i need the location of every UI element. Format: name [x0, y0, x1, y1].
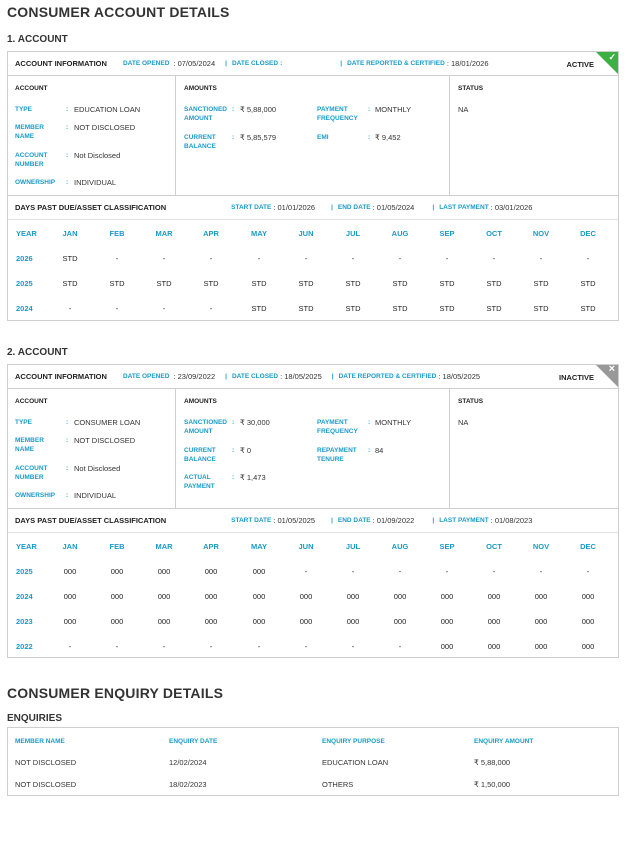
last-payment-value: : 01/08/2023	[490, 516, 533, 525]
dpd-col-header: FEB	[109, 229, 125, 238]
dpd-cell: -	[586, 254, 590, 263]
dpd-cell: -	[257, 254, 261, 263]
page-title: CONSUMER ACCOUNT DETAILS	[7, 4, 230, 20]
emi-label: EMI	[317, 134, 329, 141]
sanctioned-value: ₹ 5,88,000	[240, 105, 277, 114]
dpd-cell: -	[68, 304, 72, 313]
colon: :	[66, 106, 69, 113]
account-1-heading: 1. ACCOUNT	[7, 34, 68, 45]
enquiry-col-amount: ENQUIRY AMOUNT	[474, 738, 534, 745]
last-payment-label: LAST PAYMENT	[439, 517, 489, 524]
dpd-cell: STD	[345, 304, 361, 313]
dpd-cell: STD	[62, 279, 78, 288]
actual-payment-value: ₹ 1,473	[240, 473, 266, 482]
enquiry-member: NOT DISCLOSED	[15, 780, 77, 789]
colon: :	[368, 419, 371, 426]
dpd-cell: -	[539, 567, 543, 576]
dpd-cell: -	[209, 304, 213, 313]
dpd-col-header: AUG	[391, 542, 409, 551]
current-label: CURRENT BALANCE	[184, 134, 216, 150]
status-badge: INACTIVE	[558, 373, 594, 382]
amounts-col-head: AMOUNTS	[184, 398, 217, 405]
dpd-col-header: OCT	[486, 542, 502, 551]
dpd-cell: 000	[440, 592, 454, 601]
dpd-cell: -	[351, 642, 355, 651]
dpd-cell: STD	[486, 304, 502, 313]
dpd-col-header: YEAR	[16, 542, 37, 551]
dpd-col-header: NOV	[532, 229, 550, 238]
enquiry-table	[7, 727, 619, 796]
dpd-cell: 000	[393, 592, 407, 601]
table-row	[8, 752, 618, 774]
dpd-cell: 000	[204, 592, 218, 601]
dpd-cell: -	[492, 254, 496, 263]
last-payment-label: LAST PAYMENT	[439, 204, 489, 211]
dpd-col-header: MAR	[155, 542, 173, 551]
dpd-cell: -	[351, 567, 355, 576]
dpd-cell: 000	[346, 617, 360, 626]
colon: :	[232, 134, 235, 141]
type-label: TYPE	[15, 419, 32, 426]
dpd-year-row	[8, 585, 618, 610]
current-value: ₹ 5,85,579	[240, 133, 277, 142]
dpd-year: 2022	[16, 642, 33, 651]
sanctioned-label: SANCTIONED AMOUNT	[184, 106, 227, 122]
dpd-year-row	[8, 560, 618, 585]
end-date-value: : 01/09/2022	[372, 516, 415, 525]
dpd-cell: 000	[487, 642, 501, 651]
dpd-cell: 000	[534, 617, 548, 626]
dpd-grid	[8, 220, 618, 321]
dpd-grid	[8, 533, 618, 658]
colon: :	[368, 134, 371, 141]
dpd-cell: STD	[156, 279, 172, 288]
colon: :	[66, 492, 69, 499]
dpd-col-header: YEAR	[16, 229, 37, 238]
date-reported-label: DATE REPORTED & CERTIFIED	[338, 373, 437, 380]
dpd-col-header: JAN	[62, 229, 78, 238]
dpd-cell: 000	[534, 592, 548, 601]
dpd-cell: 000	[252, 592, 266, 601]
dpd-year-row	[8, 635, 618, 658]
enquiry-amount: ₹ 1,50,000	[474, 780, 511, 789]
payment-frequency-value: MONTHLY	[375, 105, 412, 114]
account-column	[8, 389, 176, 508]
dpd-year-row	[8, 247, 618, 272]
dpd-cell: -	[162, 642, 166, 651]
dpd-cell: -	[162, 254, 166, 263]
dpd-cell: 000	[157, 592, 171, 601]
status-value: NA	[458, 418, 469, 427]
ownership-value: INDIVIDUAL	[74, 178, 117, 187]
account-info-bar	[8, 52, 618, 76]
dpd-cell: STD	[298, 279, 314, 288]
dpd-title: DAYS PAST DUE/ASSET CLASSIFICATION	[15, 516, 167, 525]
dpd-cell: 000	[534, 642, 548, 651]
start-date-value: : 01/01/2026	[273, 203, 316, 212]
status-col-head: STATUS	[458, 398, 484, 405]
dpd-cell: 000	[110, 617, 124, 626]
dpd-cell: 000	[204, 567, 218, 576]
dpd-cell: STD	[580, 279, 596, 288]
account-info-label: ACCOUNT INFORMATION	[15, 59, 107, 68]
status-column	[450, 76, 619, 195]
sep: |	[225, 60, 227, 67]
member-value: NOT DISCLOSED	[74, 123, 136, 132]
dpd-year: 2024	[16, 304, 33, 313]
repayment-tenure-value: 84	[375, 446, 384, 455]
dpd-cell: STD	[62, 254, 78, 263]
status-value: NA	[458, 105, 469, 114]
sep: |	[225, 373, 227, 380]
last-payment-value: : 03/01/2026	[490, 203, 533, 212]
dpd-col-header: JUN	[298, 542, 314, 551]
payment-frequency-label: PAYMENT FREQUENCY	[317, 106, 358, 122]
type-label: TYPE	[15, 106, 32, 113]
dpd-cell: 000	[487, 592, 501, 601]
start-date-label: START DATE	[231, 204, 272, 211]
dpd-cell: -	[398, 642, 402, 651]
sep: |	[331, 517, 333, 524]
enquiry-purpose: OTHERS	[322, 780, 354, 789]
dpd-cell: -	[539, 254, 543, 263]
dpd-cell: 000	[299, 617, 313, 626]
colon: :	[66, 179, 69, 186]
actual-payment-label: ACTUAL PAYMENT	[184, 474, 215, 490]
colon: :	[66, 124, 69, 131]
current-label: CURRENT BALANCE	[184, 447, 216, 463]
dpd-year-row	[8, 610, 618, 635]
account-col-head: ACCOUNT	[15, 398, 48, 405]
sep: |	[331, 373, 334, 380]
enquiry-title: CONSUMER ENQUIRY DETAILS	[7, 685, 224, 701]
date-opened-value: : 07/05/2024	[173, 59, 216, 68]
dpd-col-header: AUG	[391, 229, 409, 238]
dpd-col-header: MAY	[251, 542, 267, 551]
dpd-cell: STD	[439, 304, 455, 313]
enquiry-member: NOT DISCLOSED	[15, 758, 77, 767]
member-value: NOT DISCLOSED	[74, 436, 136, 445]
amounts-column	[176, 76, 450, 195]
dpd-cell: 000	[63, 592, 77, 601]
account-info-label: ACCOUNT INFORMATION	[15, 372, 107, 381]
account-number-label: ACCOUNT NUMBER	[15, 152, 48, 168]
ownership-label: OWNERSHIP	[15, 492, 56, 499]
check-icon: ✓	[608, 52, 616, 62]
dpd-cell: -	[115, 304, 119, 313]
ownership-label: OWNERSHIP	[15, 179, 56, 186]
colon: :	[66, 419, 69, 426]
ownership-value: INDIVIDUAL	[74, 491, 117, 500]
date-reported-value: : 18/05/2025	[438, 372, 481, 381]
start-date-value: : 01/05/2025	[273, 516, 316, 525]
dpd-cell: 000	[440, 642, 454, 651]
dpd-cell: 000	[110, 592, 124, 601]
dpd-year-row	[8, 297, 618, 321]
date-closed-value: : 18/05/2025	[280, 372, 322, 381]
status-col-head: STATUS	[458, 85, 484, 92]
dpd-cell: STD	[345, 279, 361, 288]
close-icon: ×	[608, 364, 615, 375]
dpd-col-header: JUN	[298, 229, 314, 238]
colon: :	[232, 447, 235, 454]
sep: |	[340, 60, 343, 67]
date-opened-label: DATE OPENED	[122, 373, 170, 380]
dpd-cell: -	[304, 567, 308, 576]
colon: :	[368, 447, 371, 454]
dpd-col-header: SEP	[439, 542, 455, 551]
sep: |	[432, 204, 435, 211]
account-col-head: ACCOUNT	[15, 85, 48, 92]
account-number-label: ACCOUNT NUMBER	[15, 465, 48, 481]
date-opened-label: DATE OPENED	[122, 60, 170, 67]
dpd-year: 2026	[16, 254, 33, 263]
colon: :	[232, 419, 235, 426]
dpd-cell: -	[445, 254, 449, 263]
member-label: MEMBER NAME	[15, 437, 44, 453]
colon: :	[66, 465, 69, 472]
dpd-cell: -	[398, 567, 402, 576]
dpd-cell: 000	[440, 617, 454, 626]
dpd-bar	[8, 509, 618, 533]
dpd-cell: -	[586, 567, 590, 576]
type-value: EDUCATION LOAN	[74, 105, 141, 114]
dpd-cell: -	[115, 254, 119, 263]
dpd-col-header: JUL	[345, 542, 361, 551]
sanctioned-label: SANCTIONED AMOUNT	[184, 419, 227, 435]
dpd-col-header: DEC	[580, 542, 596, 551]
dpd-cell: 000	[63, 567, 77, 576]
dpd-cell: STD	[533, 279, 549, 288]
enquiry-header-row	[8, 728, 618, 752]
sep: |	[432, 517, 435, 524]
status-badge: ACTIVE	[566, 60, 594, 69]
dpd-header-row	[8, 535, 618, 560]
dpd-cell: -	[304, 254, 308, 263]
current-value: ₹ 0	[240, 446, 252, 455]
dpd-col-header: APR	[203, 542, 219, 551]
dpd-cell: -	[257, 642, 261, 651]
account-info-section	[8, 76, 618, 196]
colon: :	[66, 437, 69, 444]
amounts-column	[176, 389, 450, 508]
dpd-col-header: APR	[203, 229, 219, 238]
dpd-cell: STD	[580, 304, 596, 313]
enquiry-amount: ₹ 5,88,000	[474, 758, 511, 767]
dpd-cell: 000	[63, 617, 77, 626]
dpd-cell: 000	[581, 592, 595, 601]
member-label: MEMBER NAME	[15, 124, 44, 140]
dpd-cell: STD	[392, 279, 408, 288]
end-date-value: : 01/05/2024	[372, 203, 415, 212]
date-opened-value: : 23/09/2022	[173, 372, 216, 381]
payment-frequency-value: MONTHLY	[375, 418, 412, 427]
type-value: CONSUMER LOAN	[74, 418, 141, 427]
dpd-cell: 000	[346, 592, 360, 601]
dpd-year: 2024	[16, 592, 33, 601]
dpd-col-header: OCT	[486, 229, 502, 238]
dpd-cell: 000	[581, 642, 595, 651]
dpd-header-row	[8, 222, 618, 247]
sep: |	[331, 204, 333, 211]
dpd-col-header: JUL	[345, 229, 361, 238]
colon: :	[232, 106, 235, 113]
account-number-value: Not Disclosed	[74, 151, 121, 160]
account-info-bar	[8, 365, 618, 389]
date-closed-label: DATE CLOSED	[231, 60, 279, 67]
account-column	[8, 76, 176, 195]
enquiry-date: 12/02/2024	[169, 758, 207, 767]
table-row	[8, 774, 618, 796]
repayment-tenure-label: REPAYMENT TENURE	[317, 447, 357, 463]
dpd-cell: STD	[298, 304, 314, 313]
dpd-cell: 000	[581, 617, 595, 626]
date-closed-value: :	[280, 60, 283, 67]
account-info-section	[8, 389, 618, 509]
dpd-cell: -	[445, 567, 449, 576]
dpd-cell: STD	[486, 279, 502, 288]
end-date-label: END DATE	[337, 204, 371, 211]
dpd-cell: STD	[533, 304, 549, 313]
dpd-cell: STD	[109, 279, 125, 288]
dpd-cell: -	[162, 304, 166, 313]
account-2-heading: 2. ACCOUNT	[7, 347, 68, 358]
colon: :	[66, 152, 69, 159]
enquiry-subtitle: ENQUIRIES	[7, 713, 63, 724]
payment-frequency-label: PAYMENT FREQUENCY	[317, 419, 358, 435]
emi-value: ₹ 9,452	[375, 133, 401, 142]
colon: :	[368, 106, 371, 113]
enquiry-col-purpose: ENQUIRY PURPOSE	[322, 738, 385, 745]
date-reported-value: : 18/01/2026	[446, 59, 489, 68]
dpd-year: 2025	[16, 567, 33, 576]
dpd-cell: -	[68, 642, 72, 651]
dpd-cell: 000	[204, 617, 218, 626]
dpd-cell: 000	[157, 567, 171, 576]
enquiry-purpose: EDUCATION LOAN	[322, 758, 389, 767]
dpd-cell: 000	[299, 592, 313, 601]
dpd-col-header: NOV	[532, 542, 550, 551]
account-2-card	[7, 364, 619, 658]
dpd-cell: STD	[203, 279, 219, 288]
dpd-cell: -	[115, 642, 119, 651]
dpd-cell: -	[304, 642, 308, 651]
enquiry-col-member: MEMBER NAME	[15, 738, 65, 745]
dpd-title: DAYS PAST DUE/ASSET CLASSIFICATION	[15, 203, 167, 212]
dpd-col-header: MAR	[155, 229, 173, 238]
end-date-label: END DATE	[337, 517, 371, 524]
colon: :	[232, 474, 235, 481]
dpd-cell: STD	[251, 304, 267, 313]
date-reported-label: DATE REPORTED & CERTIFIED	[347, 60, 445, 67]
dpd-cell: 000	[252, 617, 266, 626]
dpd-bar	[8, 196, 618, 220]
dpd-col-header: SEP	[439, 229, 455, 238]
date-closed-label: DATE CLOSED	[231, 373, 279, 380]
enquiry-date: 18/02/2023	[169, 780, 207, 789]
dpd-col-header: FEB	[109, 542, 125, 551]
start-date-label: START DATE	[231, 517, 272, 524]
account-number-value: Not Disclosed	[74, 464, 121, 473]
dpd-cell: STD	[392, 304, 408, 313]
dpd-cell: STD	[439, 279, 455, 288]
account-1-card	[7, 51, 619, 321]
dpd-year: 2023	[16, 617, 33, 626]
amounts-col-head: AMOUNTS	[184, 85, 217, 92]
dpd-cell: -	[209, 642, 213, 651]
enquiry-col-date: ENQUIRY DATE	[169, 738, 218, 745]
dpd-cell: -	[351, 254, 355, 263]
dpd-cell: 000	[157, 617, 171, 626]
dpd-cell: 000	[487, 617, 501, 626]
dpd-cell: -	[492, 567, 496, 576]
dpd-col-header: DEC	[580, 229, 596, 238]
dpd-col-header: MAY	[251, 229, 267, 238]
dpd-col-header: JAN	[62, 542, 78, 551]
status-column	[450, 389, 619, 508]
dpd-year-row	[8, 272, 618, 297]
dpd-cell: 000	[252, 567, 266, 576]
dpd-cell: -	[398, 254, 402, 263]
dpd-cell: STD	[251, 279, 267, 288]
dpd-cell: -	[209, 254, 213, 263]
sanctioned-value: ₹ 30,000	[240, 418, 270, 427]
dpd-cell: 000	[393, 617, 407, 626]
dpd-year: 2025	[16, 279, 33, 288]
dpd-cell: 000	[110, 567, 124, 576]
